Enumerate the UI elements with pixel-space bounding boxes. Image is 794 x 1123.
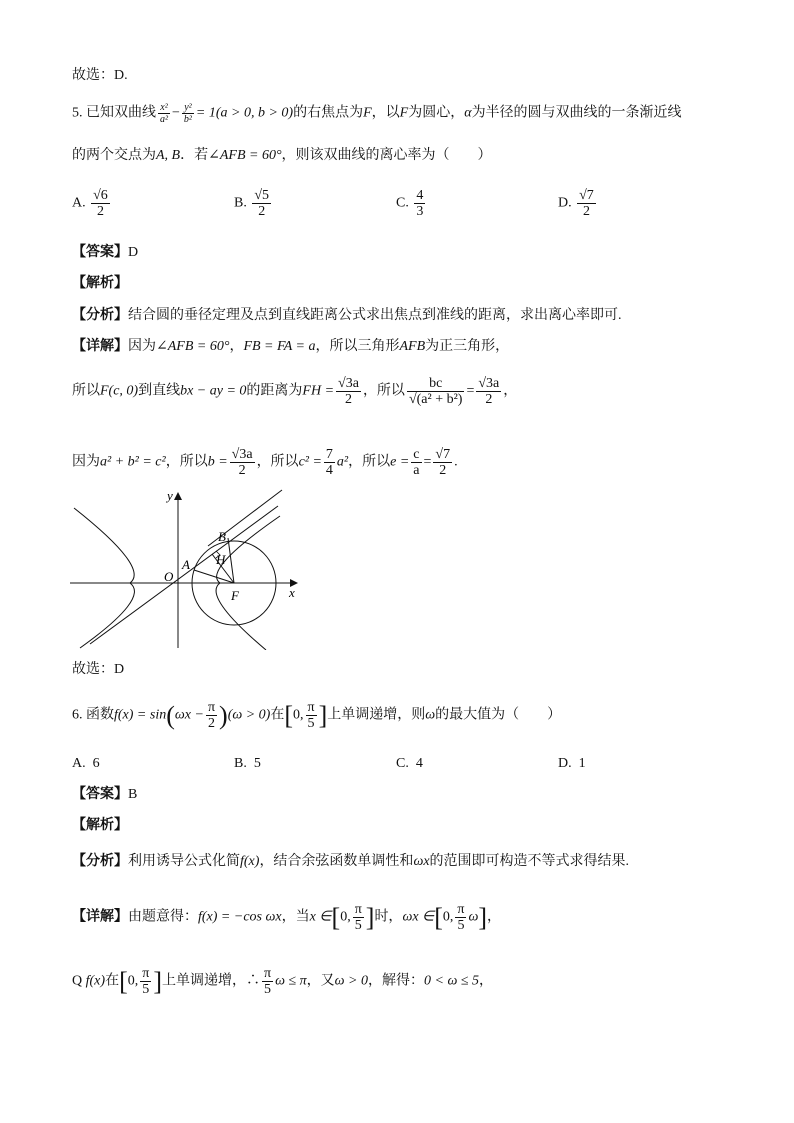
q6-fenxi <box>72 852 629 872</box>
detail-tag: 【详解】 <box>72 909 128 925</box>
q6-analysis-tag <box>72 816 128 836</box>
detail-text: ，所以三角形 <box>315 339 400 354</box>
math: f(x) <box>240 854 260 869</box>
q6-text: 上单调递增，则 <box>327 707 426 723</box>
frac-den: a <box>413 463 420 478</box>
frac-num: π <box>263 966 272 981</box>
detail-text: ， <box>229 339 244 354</box>
detail-text: 由题意得： <box>128 909 198 925</box>
option-letter: B. <box>234 756 247 771</box>
option-letter: C. <box>396 195 409 211</box>
frac-den: 2 <box>207 716 215 731</box>
detail-text: ，又 <box>306 973 335 989</box>
bracket-left: [ <box>284 700 294 730</box>
q5-option-d[interactable] <box>558 188 598 219</box>
q5-detail-line3 <box>72 447 458 478</box>
q5-text: 的右焦点为 <box>293 105 364 121</box>
hyperbola-eq-tail: = 1(a > 0, b > 0) <box>195 105 294 121</box>
detail-text: ，当 <box>281 909 310 925</box>
fenxi-text: 的范围即可构造不等式求得结果. <box>429 854 630 869</box>
fenxi-tag: 【分析】 <box>72 308 128 323</box>
option-fraction <box>414 188 425 219</box>
detail-text: ， <box>487 909 502 925</box>
focus-symbol: F <box>399 105 409 121</box>
analysis-tag: 【解析】 <box>72 276 128 291</box>
detail-text: ，所以 <box>256 454 299 470</box>
frac-den: 3 <box>416 204 424 219</box>
detail-text: ，所以 <box>348 454 391 470</box>
frac-den: 5 <box>354 918 362 933</box>
math: 0, <box>293 707 304 723</box>
q5-final: 故选：D <box>72 662 125 677</box>
frac-num: bc <box>407 376 465 392</box>
option-letter: A. <box>72 195 86 211</box>
q5-text: ，以 <box>371 105 400 121</box>
math: ωx ∈ <box>402 909 435 925</box>
label-b: B <box>218 529 226 544</box>
option-fraction <box>577 188 596 219</box>
frac-den: √(a² + b²) <box>408 392 463 407</box>
q6-detail-line1 <box>72 902 501 933</box>
label-a: A <box>182 557 190 572</box>
q6-number: 6. <box>72 707 83 723</box>
option-value: 1 <box>578 756 586 771</box>
math: ω <box>425 707 436 723</box>
frac-num: π <box>207 700 216 715</box>
detail-text: 因为∠ <box>128 339 168 354</box>
q6-answer <box>72 785 137 805</box>
frac-num: π <box>457 902 465 917</box>
fraction <box>336 376 361 407</box>
detail-text: 所以 <box>72 383 100 399</box>
q5-text: ，则该双曲线的离心率为（ ） <box>281 148 492 163</box>
fraction <box>407 376 465 407</box>
fraction <box>455 902 466 933</box>
math: 0, <box>340 909 351 925</box>
detail-text: 的距离为 <box>246 383 303 399</box>
fraction <box>324 447 335 478</box>
math: AFB = 60° <box>167 339 230 354</box>
fenxi-text: 利用诱导公式化简 <box>128 854 240 869</box>
answer-tag: 【答案】 <box>72 787 128 802</box>
frac-num: √6 <box>93 188 108 203</box>
y-axis-arrow <box>174 492 182 500</box>
math: a² + b² = c² <box>100 454 166 470</box>
asymptote-main <box>90 506 278 644</box>
radius-symbol: α <box>464 105 472 121</box>
frac-den: 2 <box>439 463 447 478</box>
math: a² <box>336 454 349 470</box>
detail-text: ，所以 <box>165 454 208 470</box>
detail-text: 为正三角形， <box>425 339 510 354</box>
fenxi-tag: 【分析】 <box>72 854 128 869</box>
hyperbola-x-term: $\frac{\text{x²}}{\text{a²}}$ <box>160 102 168 125</box>
bracket-left: [ <box>434 902 443 932</box>
math: ω ≤ π <box>275 973 307 989</box>
frac-num: 7 <box>325 447 333 462</box>
q5-answer <box>72 243 138 263</box>
math: FB = FA = a <box>243 339 316 354</box>
analysis-tag: 【解析】 <box>72 818 128 833</box>
math: e = <box>390 454 410 470</box>
math: f(x) = −cos ωx <box>198 909 282 925</box>
frac-den: 5 <box>142 982 150 997</box>
paren-right: ) <box>219 700 228 730</box>
q6-text: 的最大值为（ ） <box>435 707 562 723</box>
fraction <box>433 447 452 478</box>
detail-text: 在 <box>105 973 120 989</box>
hyperbola-figure <box>70 488 310 650</box>
frac-num: π <box>354 902 362 917</box>
q5-text: 为圆心， <box>408 105 465 121</box>
q6-option-d[interactable] <box>558 754 586 774</box>
frac-num: π <box>307 700 315 715</box>
frac-den: 2 <box>485 392 493 407</box>
math: x ∈ <box>309 909 332 925</box>
detail-text: ∴ <box>245 973 260 989</box>
bracket-right: ] <box>153 966 162 996</box>
math: b = <box>207 454 228 470</box>
q5-option-c[interactable] <box>396 188 427 219</box>
frac-den: 5 <box>307 716 315 731</box>
math: ω > 0 <box>334 973 368 989</box>
frac-num: √3a <box>231 447 253 462</box>
option-letter: B. <box>234 195 247 211</box>
option-value: 6 <box>92 756 100 771</box>
option-value: 5 <box>253 756 261 771</box>
frac-num: √7 <box>435 447 451 462</box>
fraction <box>230 447 255 478</box>
q5-options <box>72 188 772 228</box>
prev-answer-line: 故选：D. <box>72 68 128 83</box>
bracket-left: [ <box>331 902 341 932</box>
bracket-right: ] <box>365 902 375 932</box>
math: AFB <box>399 339 426 354</box>
frac-num: √5 <box>254 188 270 203</box>
math: 0 < ω ≤ 5 <box>424 973 480 989</box>
frac-num: 4 <box>416 188 424 203</box>
detail-text: = <box>423 454 432 470</box>
frac-den: 4 <box>325 463 333 478</box>
detail-text: ， <box>503 383 518 399</box>
q6-text: 在 <box>270 707 285 723</box>
q5-fenxi <box>72 306 622 326</box>
q5-detail-line2 <box>72 376 517 407</box>
math: bx − ay = 0 <box>180 383 247 399</box>
math: 0, <box>127 973 139 989</box>
q6-options <box>72 754 772 776</box>
option-letter: D. <box>558 756 572 771</box>
label-h: H <box>216 552 226 567</box>
detail-text: . <box>454 454 458 470</box>
math: ωx − <box>174 707 204 723</box>
fraction <box>262 966 273 997</box>
answer-value: B <box>128 787 138 802</box>
points-ab: A, B <box>156 148 181 163</box>
q5-stem-line2 <box>72 146 492 166</box>
detail-text: ，所以 <box>362 383 405 399</box>
option-letter: C. <box>396 756 409 771</box>
q6-option-b[interactable] <box>234 754 261 774</box>
frac-den: 5 <box>264 982 272 997</box>
q5-text: 已知双曲线 <box>86 105 156 121</box>
math: (ω > 0) <box>227 707 271 723</box>
q6-detail-line2 <box>72 966 493 997</box>
label-f: F <box>231 588 239 603</box>
fraction <box>306 700 317 731</box>
hyperbola-left-branch <box>74 508 134 648</box>
option-value: 4 <box>415 756 423 771</box>
q5-option-b[interactable] <box>234 188 273 219</box>
detail-text: 上单调递增， <box>161 973 246 989</box>
fraction <box>140 966 151 997</box>
q5-stem-line1: 5. 已知双曲线 $\frac{\text{x²}}{\text{a²}}$ − $\frac{\text{y²}}{\text{b²}}$ = 1(a > 0, b > 0)的右焦点为F，以F为圆心，α为半径的圆与双曲线的一条渐近线 <box>72 102 682 125</box>
fraction <box>411 447 421 478</box>
bracket-left: [ <box>119 966 128 996</box>
x-label: x <box>289 585 295 600</box>
detail-text: = <box>466 383 475 399</box>
option-fraction <box>252 188 271 219</box>
math: f(x) = sin <box>114 707 167 723</box>
frac-num: √3a <box>338 376 359 391</box>
q5-text: 的两个交点为 <box>72 148 156 163</box>
frac-num: √7 <box>579 188 594 203</box>
fraction <box>353 902 364 933</box>
answer-tag: 【答案】 <box>72 245 128 260</box>
math: FH = <box>302 383 335 399</box>
math: f(x) <box>85 973 106 989</box>
frac-den: 2 <box>96 204 104 219</box>
fenxi-text: ，结合余弦函数单调性和 <box>259 854 414 869</box>
q6-stem <box>72 700 561 731</box>
y-label: y <box>167 488 173 503</box>
answer-value: D <box>128 245 139 260</box>
detail-text: 到直线 <box>138 383 181 399</box>
focus-symbol: F <box>363 105 372 121</box>
q6-option-c[interactable] <box>396 754 423 774</box>
q5-text: 为半径的圆与双曲线的一条渐近线 <box>471 105 682 121</box>
frac-num: √3a <box>478 376 500 391</box>
angle-afb: AFB = 60° <box>219 148 282 163</box>
math: F(c, 0) <box>100 383 139 399</box>
detail-text: 因为 <box>72 454 100 470</box>
detail-text: ，解得： <box>368 973 424 989</box>
q6-text: 函数 <box>86 707 114 723</box>
math: ωx <box>413 854 430 869</box>
q5-number: 5. <box>72 105 83 121</box>
q5-detail-line1 <box>72 337 509 357</box>
option-letter: A. <box>72 756 86 771</box>
fraction <box>206 700 217 731</box>
detail-text: ， <box>479 973 494 989</box>
q5-text: ．若∠ <box>180 148 220 163</box>
bracket-right: ] <box>478 902 488 932</box>
frac-den: 2 <box>582 204 590 219</box>
segment-fa <box>194 570 234 583</box>
paren-left: ( <box>166 700 175 730</box>
frac-num: π <box>142 966 150 981</box>
math: c² = <box>298 454 322 470</box>
origin-label: O <box>164 569 174 584</box>
hyperbola-y-term: $\frac{\text{y²}}{\text{b²}}$ <box>183 102 192 125</box>
math: ω <box>468 909 479 925</box>
frac-den: 5 <box>457 918 465 933</box>
option-fraction <box>91 188 110 219</box>
detail-text: Q <box>72 973 83 989</box>
detail-tag: 【详解】 <box>72 339 128 354</box>
frac-den: 2 <box>238 463 246 478</box>
frac-den: 2 <box>258 204 266 219</box>
q6-option-a[interactable] <box>72 754 100 774</box>
q5-option-a[interactable] <box>72 188 112 219</box>
fraction <box>476 376 501 407</box>
frac-num: c <box>413 447 420 462</box>
bracket-right: ] <box>318 700 328 730</box>
math: 0, <box>442 909 454 925</box>
option-letter: D. <box>558 195 572 211</box>
fenxi-text: 结合圆的垂径定理及点到直线距离公式求出焦点到准线的距离，求出离心率即可. <box>128 308 622 323</box>
frac-den: 2 <box>344 392 352 407</box>
detail-text: 时， <box>374 909 403 925</box>
q5-analysis-tag <box>72 274 128 294</box>
